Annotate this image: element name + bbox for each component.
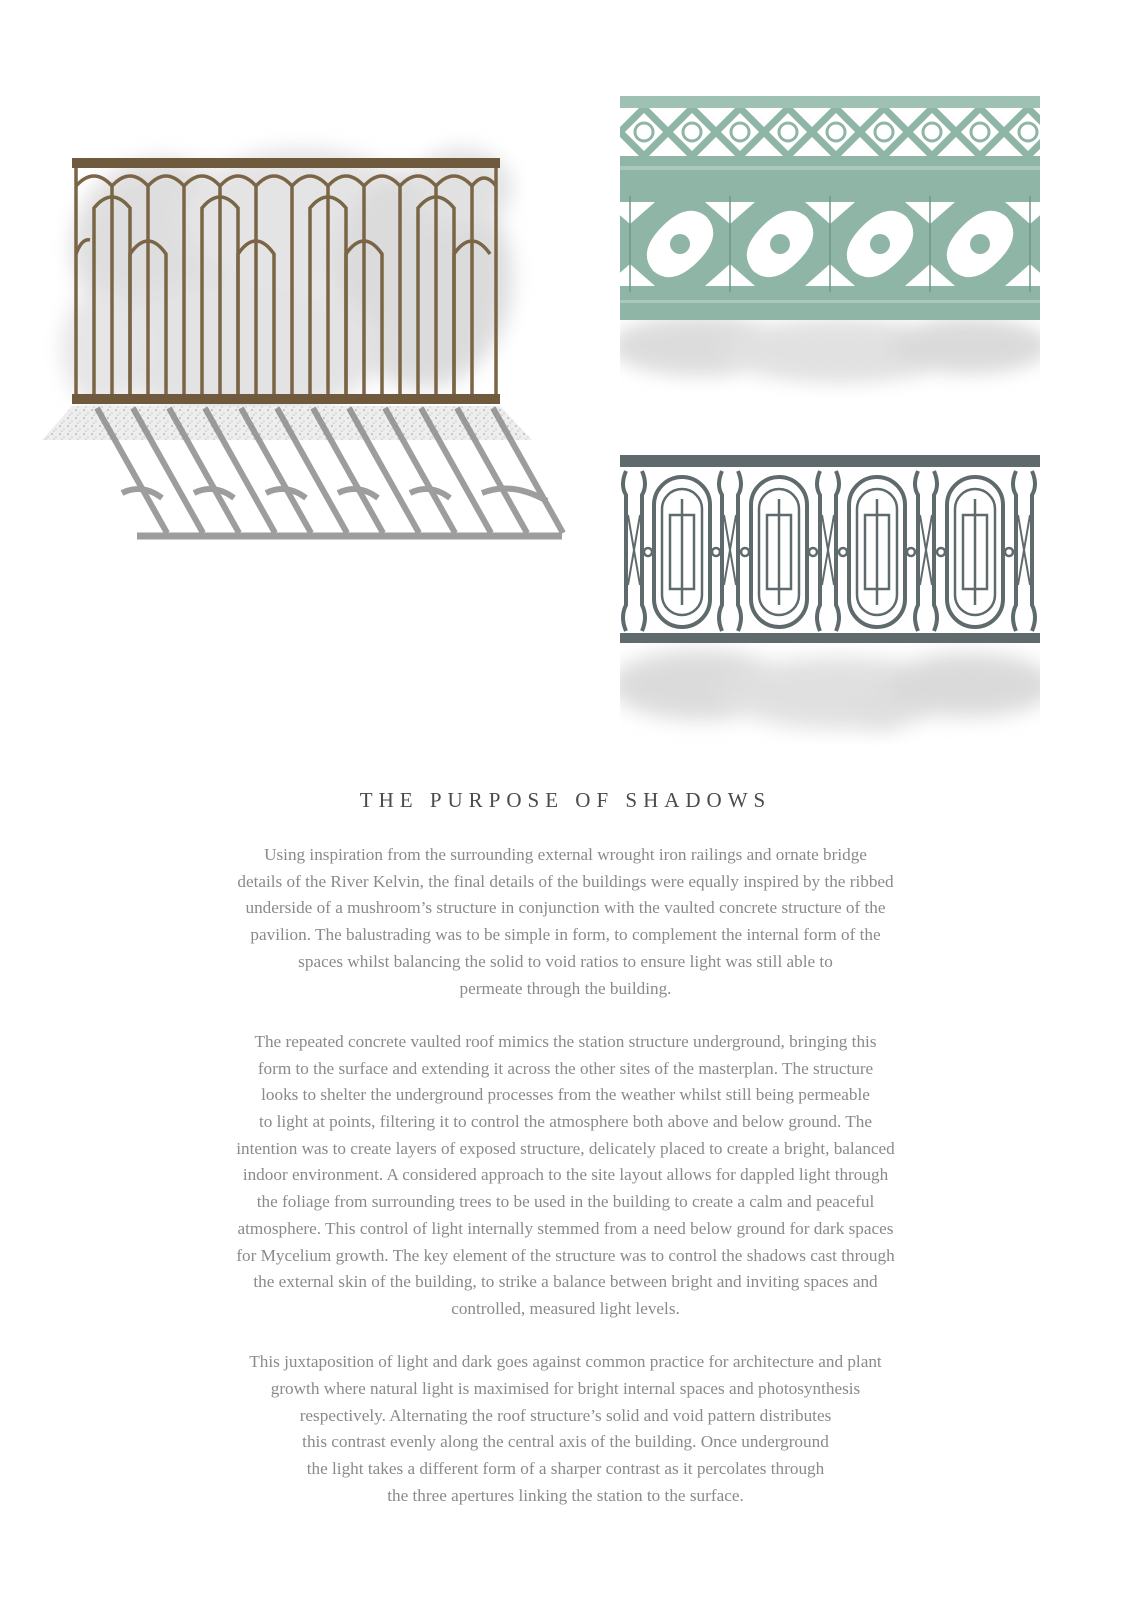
bottom-band [620, 292, 1040, 320]
body-text [160, 842, 971, 1536]
text-line: The repeated concrete vaulted roof mimics the station structure underground, bringing this [254, 1031, 877, 1051]
paragraph-3 [160, 1349, 971, 1509]
text-line: This juxtaposition of light and dark goes against common practice for architecture and plant [249, 1352, 882, 1372]
text-line: growth where natural light is maximised for bright internal spaces and photosynthesis [270, 1379, 861, 1399]
text-line: atmosphere. This control of light internally stemmed from a need below ground for dark spaces [237, 1218, 894, 1238]
text-line: this contrast evenly along the central axis of the building. Once underground [302, 1432, 829, 1452]
text-line: looks to shelter the underground processes from the weather whilst still being permeable [261, 1085, 870, 1105]
text-line: underside of a mushroom’s structure in conjunction with the vaulted concrete structure of the [245, 898, 886, 918]
middle-band [620, 156, 1040, 196]
text-line: the external skin of the building, to strike a balance between bright and inviting spaces and [253, 1272, 878, 1292]
text-line: spaces whilst balancing the solid to void ratios to ensure light was still able to [298, 951, 833, 971]
text-line: Using inspiration from the surrounding external wrought iron railings and ornate bridge [264, 845, 867, 864]
text-line: details of the River Kelvin, the final details of the buildings were equally inspired by the ribbed [237, 871, 894, 891]
page-title: THE PURPOSE OF SHADOWS [359, 788, 772, 812]
iron-railing [620, 455, 1040, 643]
iron-ornate-railing-illustration [620, 455, 1040, 745]
text-line: to light at points, filtering it to control the atmosphere both above and below ground. The [258, 1112, 873, 1132]
paragraph-2 [160, 1029, 971, 1323]
text-line: the three apertures linking the station to the surface. [387, 1485, 744, 1505]
top-cornice [620, 96, 1040, 108]
verdigris-bridge-tracery-illustration [620, 96, 1040, 398]
text-line: the light takes a different form of a sharper contrast as it percolates through [306, 1459, 825, 1479]
text-line: indoor environment. A considered approach to the site layout allows for dappled light through [242, 1165, 889, 1185]
text-line: the foliage from surrounding trees to be used in the building to create a calm and peaceful [256, 1192, 875, 1212]
text-line: respectively. Alternating the roof structure’s solid and void pattern distributes [299, 1405, 832, 1425]
text-line: for Mycelium growth. The key element of the structure was to control the shadows cast through [236, 1245, 895, 1265]
text-line: intention was to create layers of exposed structure, delicately placed to create a bright, balanced [236, 1138, 895, 1158]
cloud-below-bridge [620, 316, 1040, 383]
text-line: controlled, measured light levels. [451, 1298, 680, 1318]
cloud-below-railing [620, 650, 1040, 731]
text-line: permeate through the building. [459, 978, 672, 998]
lower-gothic-tracery [620, 196, 1040, 292]
text-line: form to the surface and extending it across the other sites of the masterplan. The structure [257, 1058, 874, 1078]
bronze-arched-railing-illustration [42, 128, 582, 558]
paragraph-1 [160, 842, 971, 1002]
text-line: pavilion. The balustrading was to be simple in form, to complement the internal form of the [250, 925, 881, 945]
